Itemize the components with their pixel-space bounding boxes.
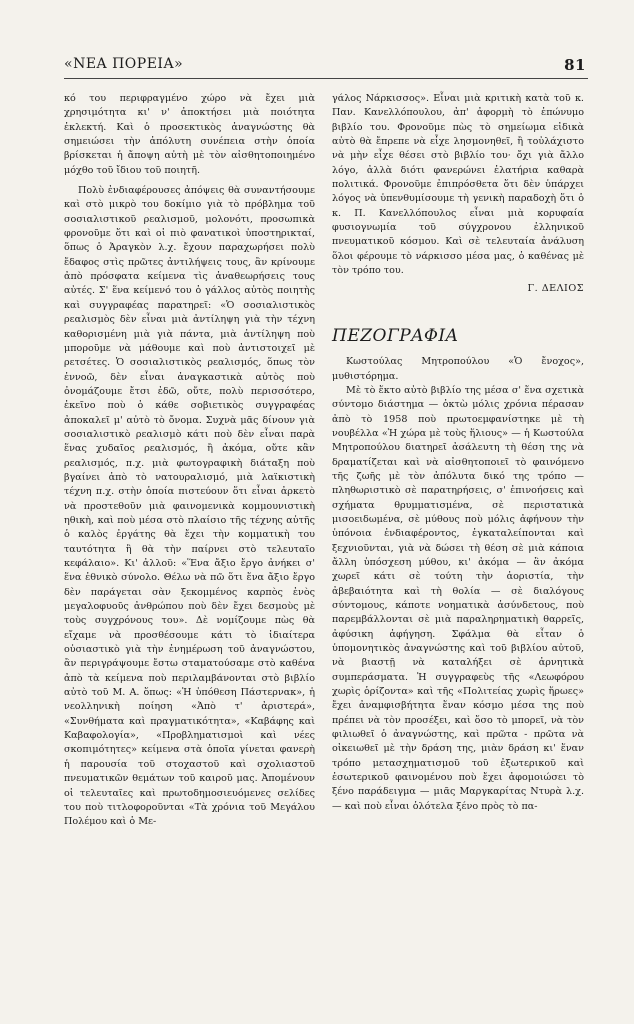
page-number: 81 (564, 56, 586, 74)
right-column (332, 92, 584, 814)
left-paragraph-2: Πολὺ ἐνδιαφέρουσες ἀπόψεις θὰ συναντήσουμε καὶ στὸ μικρὸ του δοκίμιο γιὰ τὸ πρόβλημα τοῦ σοσιαλιστικοῦ ρεαλισμοῦ, μολονότι, προσωπικὰ φρονοῦμε ὅτι καὶ οἱ πιὸ φανατικοὶ ὑποστηρικταί, ὅπως ὁ Ἀραγκὸν λ.χ. ἔχουν παραχωρήσει πολὺ ἔδαφος στὶς πρῶτες ἀντιλήψεις τους, ἂν κρίνουμε ἀπὸ πρόσφατα κείμενα τὶς ἀναθεωρήσεις τους αὐτές. Σ' ἕνα κείμενό του ὁ γάλλος αὐτὸς ποιητὴς καὶ συγγραφέας παρατηρεῖ: «Ὁ σοσιαλιστικὸς ρεαλισμὸς δὲν εἶναι μιὰ ἀντίληψη γιὰ τὴν τέχνη καθορισμένη μιὰ γιὰ πάντα, μιὰ ἀντίληψη ποὺ μποροῦμε νὰ μάθουμε καὶ ποὺ ἀντιστοιχεῖ μὲ ρετσέτες. Ὁ σοσιαλιστικὸς ρεαλισμός, ὅπως τὸν ἐννοῶ, δὲν εἶναι ἀναγκαστικὰ αὐτὸς ποὺ ὀνομάζουμε ἔτσι ἐδῶ, οὔτε, πολὺ περισσότερο, ἐκεῖνο ποὺ ὁ κάθε σοβιετικὸς συγγραφέας ἀποκαλεῖ μ' αὐτὸ τὸ ὄνομα. Συχνὰ μᾶς δίνουν γιὰ σοσιαλιστικὸ ρεαλισμὸ κάτι ποὺ δὲν εἶναι παρὰ ἕνας χυδαῖος ρεαλισμός, ἢ ἀκόμα, οὔτε κἂν ρεαλισμός, π.χ. μιὰ φωτογραφικὴ διάταξη ποὺ βγαίνει ἀπὸ τὸ νατουραλισμό, μιὰ λαϊκιστικὴ τέχνη π.χ. στὴν ὁποία πιστεύουν ὅτι εἶναι ἀρκετὸ νὰ προστεθοῦν μιὰ φαινομενικὰ κομμουνιστικὴ ηθικὴ, καὶ ποὺ μέσα στὸ πλαίσιο τῆς τέχνης αὐτῆς ὁ καλὸς ἐργάτης θὰ ἔχει τὴν κομματικὴ του ταυτότητα ἢ θὰ τὴν παίρνει στὸ τελευταῖο κεφάλαιο». Κι' ἀλλοῦ: «Ἕνα ἄξιο ἔργο ἀνήκει σ' ἕνα ἐθνικὸ σύνολο. Θέλω νὰ πῶ ὅτι ἕνα ἄξιο ἔργο δὲν παράγεται σὰν ξεκομμένος καρπὸς ἑνὸς μεγαλοφυοῦς ἀνθρώπου ποὺ δὲν ἔχει δεσμοὺς μὲ τοὺς συγχρόνους του». Δὲ νομίζουμε πὼς θὰ εἴχαμε νὰ προσθέσουμε κάτι τὸ ἰδιαίτερα οὐσιαστικὸ γιὰ τὴν ἐνημέρωση τοῦ ἀναγνώστου, ἂν περιγράψουμε ἔστω σταματούσαμε στὸ καθένα ἀπὸ τὰ κείμενα ποὺ περιλαμβάνονται στὸ βιβλίο αὐτὸ τοῦ Μ. Α. ὅπως: «Ἡ ὑπόθεση Πάστερνακ», ἡ νεολληνικὴ ποίηση «Ἀπὸ τ' ἀριστερά», «Συνθήματα καὶ πραγματικότητα», «Καβάφης καὶ Καβαφολογία», «Προβληματισμοὶ καὶ νέες σκοπιμότητες» κείμενα στὰ ὁποῖα γίνεται φανερὴ ἡ παρουσία τοῦ στοχαστοῦ καὶ σχολιαστοῦ πνευματικῶν θεμάτων τοῦ καιροῦ μας. Ἀπομένουν οἱ τελευταῖες καὶ πρωτοδημοσιευόμενες σελίδες του ποὺ τιτλοφοροῦνται «Τὰ χρόνια τοῦ Μεγάλου Πολέμου καὶ ὁ Με- (64, 185, 315, 828)
right-paragraph-2: Μὲ τὸ ἕκτο αὐτὸ βιβλίο της μέσα σ' ἕνα σχετικὰ σύντομο διάστημα — ὀκτὼ μόλις χρόνια πέρασαν ἀπὸ τὸ 1958 ποὺ πρωτοεμφανίστηκε μὲ τὴ νουβέλλα «Ἡ χώρα μὲ τοὺς ἥλιους» — ἡ Κωστούλα Μητροπούλου διατηρεῖ ἀσάλευτη τὴ θέση της νὰ δραματίζεται καὶ νὰ αἰσθητοποιεῖ τὸ φαινόμενο τῆς ζωῆς μὲ τὸν ἀπόλυτα δικό της τρόπο — πληθωριστικὸ σὲ παρατηρήσεις, σ' ἐπινοήσεις καὶ σχήματα θρυμματισμένα, σὲ περιστατικὰ μισοειδωμένα, σὲ μύθους ποὺ μόλις ἀφήνουν τὴν ὑπόνοια ἐνδιαφέροντος, ἐγκαταλείπονται καὶ ξεχνιοῦνται, γιὰ νὰ δώσει τὴ θέση σὲ μιὰ κάποια ἄλλη ὑπόσχεση μύθου, κι' ἀκόμα — ἂν ἀκόμα χωρεῖ κάτι σὲ τούτη τὴν ἀοριστία, τὴν ἀβεβαιότητα καὶ τὴ θολία — σὲ διαλόγους σύντομους, κάποτε νοηματικὰ ἀσύνδετους, ποὺ παρεμβάλλονται σὲ μιὰ παραληρηματικὴ θαρρεῖς, ἀφύσικη ἀφήγηση. Σφάλμα θὰ εἶταν ὁ ὑπομονητικὸς ἀναγνώστης καὶ τοῦ βιβλίου αὐτοῦ, νὰ βιαστῇ νὰ καταλήξει σὲ ἀρνητικὰ συμπεράσματα. Ἡ συγγραφεὺς τῆς «Λεωφόρου χωρὶς ὁρίζοντα» καὶ τῆς «Πολιτείας χωρὶς ἥρωες» ἔχει ἀναμφισβήτητα ἕναν κόσμο μέσα της ποὺ πρέπει νὰ τὸν προσέξει, καὶ ὅσο τὸ μπορεῖ, νὰ τὸν φιλιωθεῖ ὁ ἀναγνώστης, καὶ πρῶτα - πρῶτα νὰ οἰκειωθεῖ μὲ τὴν δράση της, μιὰν δράση κι' ἕναν τρόπο μετασχηματισμοῦ τοῦ ἐξωτερικοῦ καὶ ἐσωτερικοῦ φαινομένου ποὺ ἔχει ἀφομοιώσει τὸ ξένο παράδειγμα — μιᾶς Μαργκαρίτας Ντυρὰ λ.χ. — καὶ ποὺ εἶναι ὁλότελα ξένο πρὸς τὸ πα- (332, 384, 584, 812)
right-paragraph-1: γάλος Νάρκισσος». Εἶναι μιὰ κριτικὴ κατὰ τοῦ κ. Παν. Κανελλόπουλου, ἀπ' ἀφορμὴ τὸ ἐπώνυμο βιβλίο του. Φρονοῦμε πὼς τὸ σημείωμα εἰδικὰ αὐτὸ θὰ ἔπρεπε νὰ εἶχε λησμονηθεῖ, ἢ τοὐλάχιστο νὰ μὴν εἶχε θέσει στὸ βιβλίο του· ὄχι γιὰ ἄλλο λόγο, ἀλλὰ διότι φανερώνει ἐλατήρια καθαρὰ πολιτικά. Φρονοῦμε ἐπιπρόσθετα ὅτι δὲν ὑπάρχει λόγος νὰ ὑπενθυμίσουμε τὴ γενικὴ παραδοχὴ ὅτι ὁ κ. Π. Κανελλόπουλος εἶναι μιὰ κορυφαία φυσιογνωμία τοῦ σύγχρονου ἑλληνικοῦ πνευματικοῦ κόσμου. Καὶ σὲ τελευταία ἀνάλυση ὅλοι φέρουμε τὸ νάρκισσο μέσα μας, ὁ καθένας μὲ τὸν τρόπο του. (332, 93, 584, 277)
author-signature: Γ. ΔΕΛΙΟΣ (527, 283, 584, 295)
header-rule (64, 78, 588, 79)
review-reference: Κωστούλας Μητροπούλου «Ὁ ἔνοχος», μυθιστόρημα. (332, 356, 584, 382)
left-paragraph-1: κό του περιφραγμένο χώρο νὰ ἔχει μιὰ χρησιμότητα κι' ν' ἀποκτήσει μιὰ ποιότητα ἐκλεκτή. Καὶ ὁ προσεκτικὸς ἀναγνώστης θὰ σημειώσει τὴν ἀπόλυτη συνέπεια στὴν ὁποία βρίσκεται ἡ ἄποψη αὐτὴ μὲ τὸν αἰσθητοποιημένο μόχθο τοῦ ἴδιου τοῦ ποιητῆ. (64, 93, 315, 176)
left-column (64, 92, 315, 830)
running-header-journal-title: «ΝΕΑ ΠΟΡΕΙΑ» (64, 56, 184, 72)
section-title: ΠΕΖΟΓΡΑΦΙΑ (332, 325, 459, 346)
